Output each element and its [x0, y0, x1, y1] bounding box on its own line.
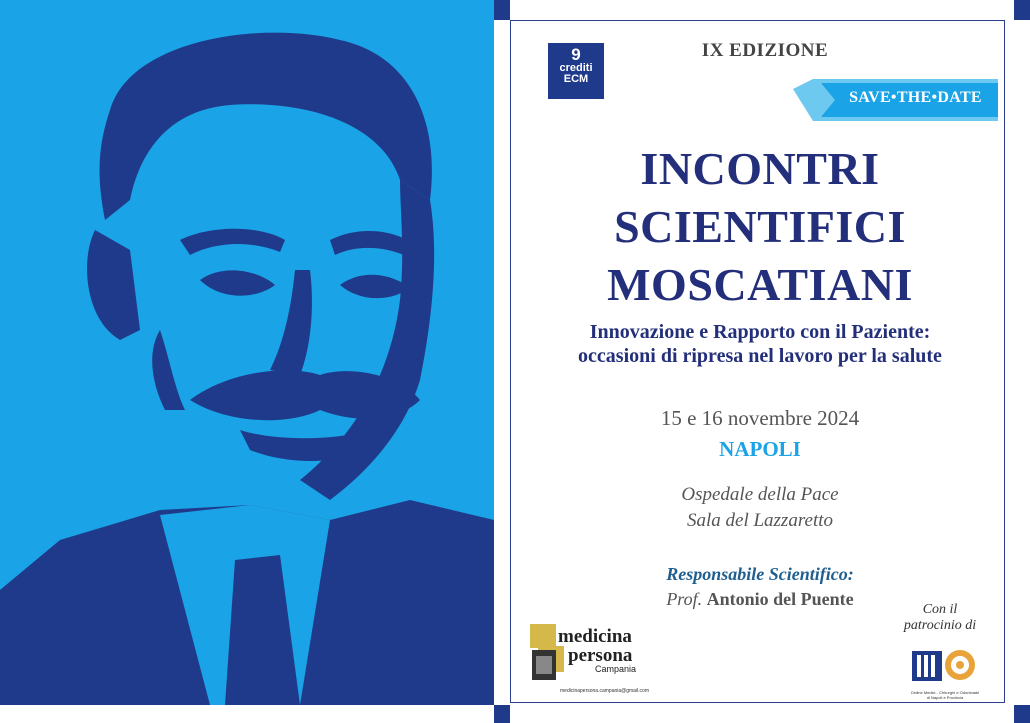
logo-url: medicinapersona.campania@gmail.com [560, 688, 650, 694]
responsible-label: Responsabile Scientifico: [666, 564, 854, 584]
event-subtitle [525, 320, 995, 368]
event-date: 15 e 16 novembre 2024 [660, 406, 860, 430]
event-city: NAPOLI [719, 437, 801, 461]
patronage-line: Con il [922, 602, 958, 617]
logo-text: medicina [558, 626, 632, 647]
responsible-person: Antonio del Puente [706, 589, 854, 609]
logo-text: persona [568, 645, 633, 666]
badge-line2: ECM [563, 73, 589, 85]
subtitle-line: occasioni di ripresa nel lavoro per la salute [578, 345, 942, 367]
save-the-date-text: SAVE•THE•DATE [849, 89, 982, 106]
badge-number: 9 [571, 45, 581, 64]
portrait-image [0, 0, 494, 705]
patronage-text [885, 602, 995, 634]
corner-mark [494, 705, 510, 723]
corner-mark [1014, 705, 1030, 723]
subtitle-line: Innovazione e Rapporto con il Paziente: [589, 321, 931, 343]
caption-line: Ordine Medici - Chirurghi e Odontoiatri [910, 690, 980, 695]
venue-line: Sala del Lazzaretto [686, 510, 834, 531]
title-line: SCIENTIFICI [614, 201, 906, 252]
responsible-prefix: Prof. [666, 589, 703, 609]
caption-line: di Napoli e Provincia [926, 695, 964, 700]
corner-mark [1014, 0, 1030, 20]
patronage-line: patrocinio di [903, 618, 977, 633]
title-line: INCONTRI [640, 143, 880, 194]
edition-label: IX EDIZIONE [701, 40, 829, 61]
event-title [525, 140, 995, 314]
badge-line1: crediti [559, 62, 593, 74]
corner-mark [494, 0, 510, 20]
logo-text: Campania [595, 664, 637, 674]
venue-line: Ospedale della Pace [681, 484, 839, 505]
ordine-caption [905, 690, 985, 700]
ecm-credits-badge [548, 43, 604, 99]
ordine-medici-logo [908, 643, 982, 689]
title-line: MOSCATIANI [607, 259, 913, 310]
portrait-illustration [0, 0, 494, 705]
event-venue [525, 482, 995, 534]
